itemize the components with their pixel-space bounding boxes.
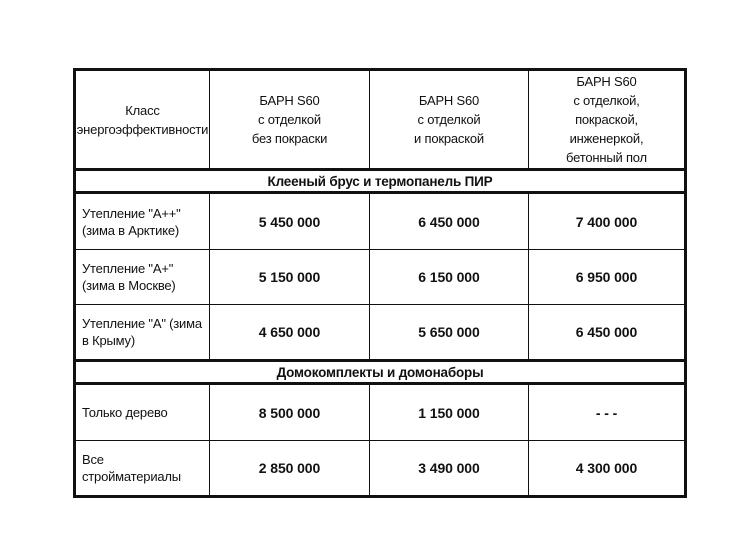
price-cell: 3 490 000 [369, 441, 528, 495]
price-cell: 4 650 000 [209, 305, 369, 359]
price-cell: 5 650 000 [369, 305, 528, 359]
section-title: Клееный брус и термопанель ПИР [76, 168, 684, 194]
section-title: Домокомплекты и домонаборы [76, 359, 684, 385]
header-option-1: БАРН S60 с отделкой без покраски [209, 71, 369, 168]
header-option-3: БАРН S60 с отделкой, покраской, инженеркой, бетонный пол [528, 71, 684, 168]
table-header-row [76, 71, 684, 168]
row-label: Утепление "А" (зима в Крыму) [82, 316, 202, 348]
header-energy-class: Класс энергоэффективности [76, 102, 209, 137]
price-cell: 1 150 000 [369, 385, 528, 440]
price-cell: - - - [528, 385, 684, 440]
row-label: Утепление "А+" (зима в Москве) [82, 261, 176, 293]
price-cell: 6 150 000 [369, 250, 528, 304]
price-cell: 7 400 000 [528, 194, 684, 249]
price-cell: 6 450 000 [528, 305, 684, 359]
table-row [76, 194, 684, 249]
price-cell: 4 300 000 [528, 441, 684, 495]
price-cell: 6 950 000 [528, 250, 684, 304]
price-cell: 2 850 000 [209, 441, 369, 495]
price-cell: 5 150 000 [209, 250, 369, 304]
row-label: Утепление "А++" (зима в Арктике) [82, 205, 181, 238]
price-table [73, 68, 687, 498]
price-cell: 6 450 000 [369, 194, 528, 249]
price-cell: 5 450 000 [209, 194, 369, 249]
table-row [76, 304, 684, 359]
table-row [76, 385, 684, 440]
table-row [76, 249, 684, 304]
row-label: Только дерево [82, 405, 168, 420]
row-label: Все стройматериалы [82, 452, 181, 484]
table-row [76, 440, 684, 495]
price-cell: 8 500 000 [209, 385, 369, 440]
header-option-2: БАРН S60 с отделкой и покраской [369, 71, 528, 168]
